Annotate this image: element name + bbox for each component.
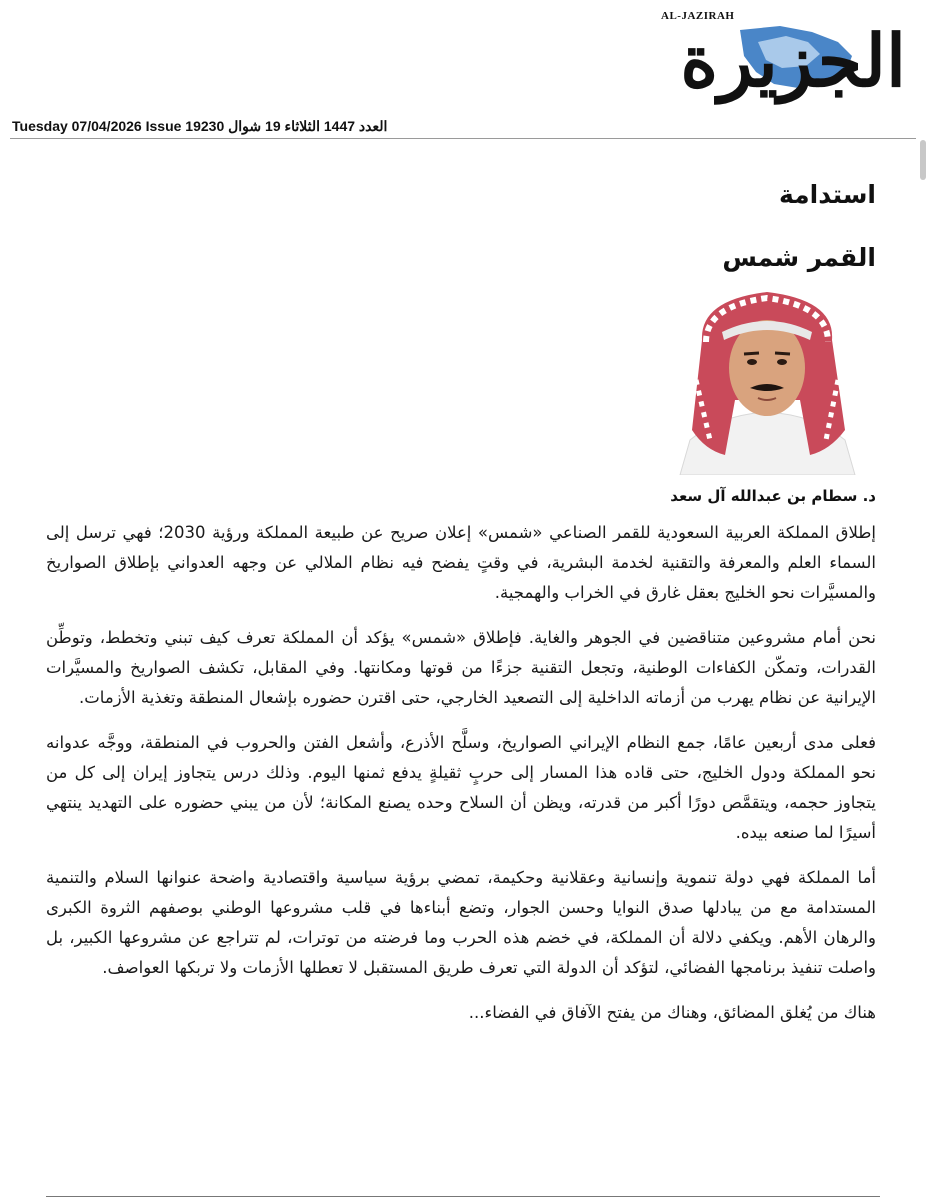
logo-english-name: AL-JAZIRAH	[661, 10, 735, 22]
issue-dateline: Tuesday 07/04/2026 Issue 19230 العدد 1447 الثلاثاء 19 شوال	[12, 118, 388, 134]
article-paragraph: أما المملكة فهي دولة تنموية وإنسانية وعقلانية وحكيمة، تمضي برؤية سياسية واقتصادية واضحة عنوانها السلام والتنمية المستدامة مع من يبادلها صدق النوايا وحسن الجوار، وتضع أبناءها في قلب مشروعها الوطني بوصفهم الثروة الكبرى والرهان الأهم. ويكفي دلالة أن المملكة، في خضم هذه الحرب وما فرضته من توترات، لم تتراجع عن مشروعها الكبير، بل واصلت تنفيذ برنامجها الفضائي، لتؤكد أن الدولة التي تعرف طريق المستقبل لا تعطلها الأزمات ولا تربكها العواصف.	[46, 868, 876, 977]
header-divider	[10, 138, 916, 139]
article-paragraph: نحن أمام مشروعين متناقضين في الجوهر والغاية. فإطلاق «شمس» يؤكد أن المملكة تعرف كيف تبني وتخطط، وتوطِّن القدرات، وتمكّن الكفاءات الوطنية، وتجعل التقنية جزءًا من قوتها ومكانتها. وفي المقابل، تكشف الصواريخ والمسيَّرات الإيرانية عن نظام يهرب من أزماته الداخلية إلى التصعيد الخارجي، حتى اقترن حضوره بإشعال المنطقة وتغذية الأزمات.	[46, 628, 876, 707]
author-portrait	[660, 280, 875, 475]
scrollbar-thumb[interactable]	[920, 140, 926, 180]
article-paragraph: هناك من يُغلق المضائق، وهناك من يفتح الآفاق في الفضاء...	[468, 1003, 876, 1022]
article-paragraph: فعلى مدى أربعين عامًا، جمع النظام الإيراني الصواريخ، وسلَّح الأذرع، وأشعل الفتن والحروب في المنطقة، ووجَّه عدوانه نحو المملكة ودول الخليج، حتى قاده هذا المسار إلى حربٍ ثقيلةٍ يدفع ثمنها اليوم. وذلك درس يتجاوز إيران إلى كل من يتجاوز حجمه، ويتقمَّص دورًا أكبر من قدرته، ويظن أن السلاح وحده يصنع المكانة؛ لأن من يبني حضوره على التهديد ينتهي أسيرًا لما صنعه بيده.	[46, 733, 876, 842]
author-byline: د. سطام بن عبدالله آل سعد	[670, 487, 876, 505]
article-paragraph: إطلاق المملكة العربية السعودية للقمر الصناعي «شمس» إعلان صريح عن طبيعة المملكة ورؤية 2030؛ فهي ترسل إلى السماء العلم والمعرفة والتقنية لخدمة البشرية، في وقتٍ يفضح فيه نظام الملالي عن وجهه العدواني بإطلاق الصواريخ والمسيَّرات نحو الخليج بعقل غارق في الخراب والهمجية.	[46, 523, 877, 602]
article-headline: القمر شمس	[722, 242, 876, 272]
section-title: استدامة	[778, 180, 876, 209]
logo-arabic-name: الجزيرة	[680, 18, 906, 103]
masthead	[0, 0, 926, 118]
footer-divider	[46, 1196, 880, 1197]
article-body	[46, 518, 876, 1043]
